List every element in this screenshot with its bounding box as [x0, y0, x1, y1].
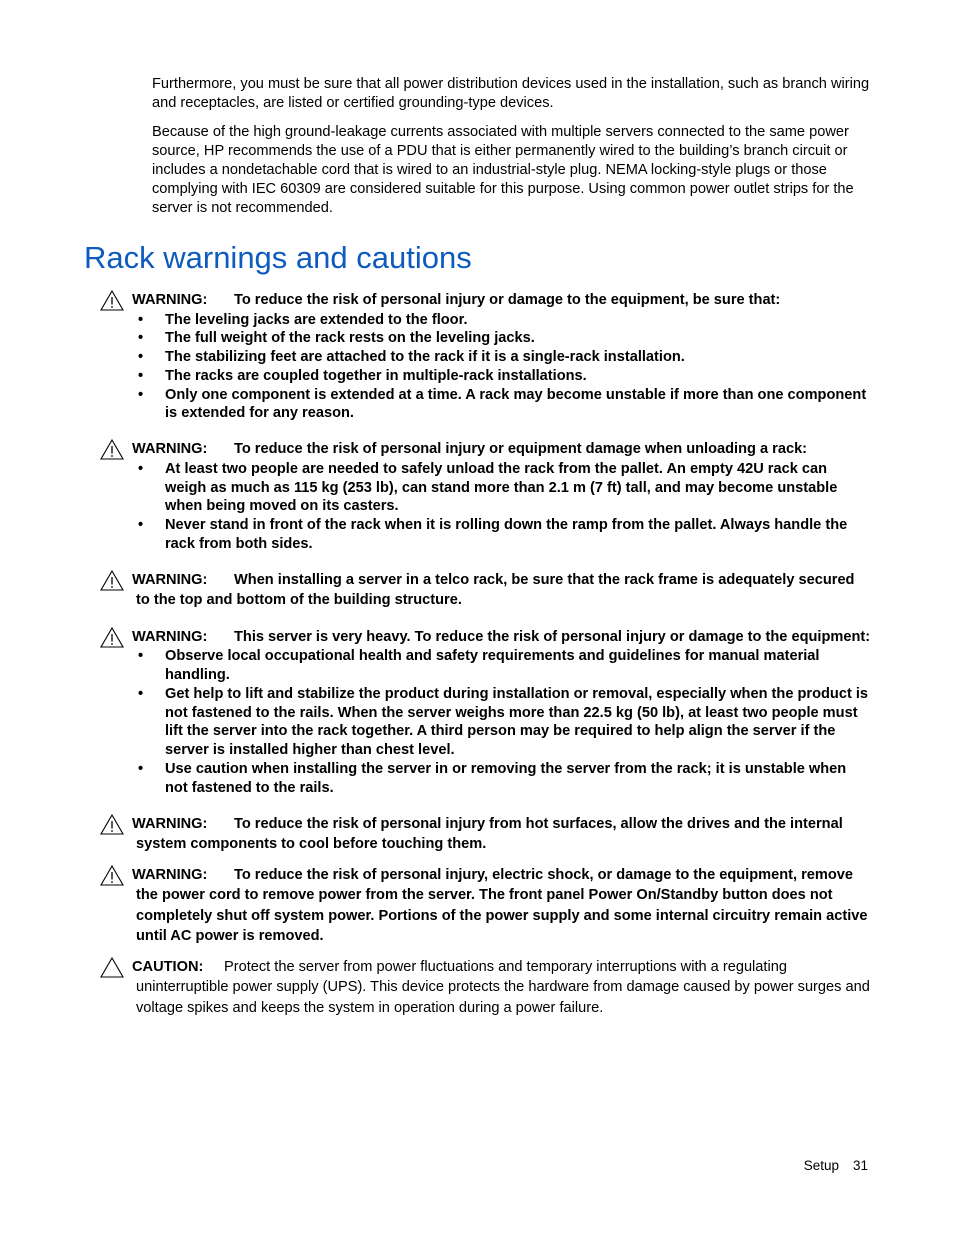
list-item: • The full weight of the rack rests on the leveling jacks.	[136, 329, 872, 348]
warning-notice-leveling	[100, 290, 872, 423]
warning-notice-unloading	[100, 439, 872, 553]
footer-section: Setup	[803, 1158, 839, 1173]
warning-triangle-icon	[100, 439, 124, 461]
intro-paragraph-1: Furthermore, you must be sure that all power distribution devices used in the installation, such as branch wiring and receptacles, are listed or certified grounding-type devices.	[152, 76, 870, 111]
notice-label: WARNING:	[132, 441, 208, 458]
notice-label: WARNING:	[132, 292, 208, 308]
warning-notice-telco	[100, 570, 872, 611]
list-item: • Get help to lift and stabilize the product during installation or removal, especially when the product is not fastened to the rails. When the server weighs more than 22.5 kg (50 lb), at least two people must lift the server into the rack together. A third person may be required to help align the server if the server is installed higher than chest level.	[136, 685, 872, 760]
bullet-list	[136, 311, 872, 424]
page-footer	[804, 1158, 868, 1173]
warning-triangle-icon	[100, 570, 124, 592]
intro-text	[152, 75, 872, 228]
notice-text: When installing a server in a telco rack, be sure that the rack frame is adequately secured to the top and bottom of the building structure.	[136, 571, 855, 609]
list-item: • At least two people are needed to safely unload the rack from the pallet. An empty 42U rack can weigh as much as 115 kg (253 lb), can stand more than 2.1 m (7 ft) tall, and may become unstable when being moved on its casters.	[136, 460, 872, 516]
notice-text: To reduce the risk of personal injury from hot surfaces, allow the drives and the internal system components to cool before touching them.	[136, 815, 843, 853]
caution-notice-ups	[100, 957, 872, 1019]
notice-label: WARNING:	[132, 628, 208, 645]
notice-text: This server is very heavy. To reduce the risk of personal injury or damage to the equipment:	[234, 628, 871, 645]
caution-triangle-icon	[100, 957, 124, 979]
notice-text: To reduce the risk of personal injury or damage to the equipment, be sure that:	[234, 292, 781, 308]
list-item: • The stabilizing feet are attached to the rack if it is a single-rack installation.	[136, 348, 872, 367]
bullet-list	[136, 460, 872, 554]
warning-notice-electric-shock	[100, 865, 872, 947]
list-item: • The leveling jacks are extended to the floor.	[136, 311, 872, 330]
notice-label: WARNING:	[132, 815, 208, 832]
notice-label: WARNING:	[132, 571, 208, 588]
notices-list	[100, 290, 872, 1034]
list-item: • Never stand in front of the rack when it is rolling down the ramp from the pallet. Always handle the rack from both sides.	[136, 516, 872, 554]
warning-triangle-icon	[100, 814, 124, 836]
page-number: 31	[852, 1158, 868, 1173]
bullet-list	[136, 647, 872, 797]
section-title: Rack warnings and cautions	[84, 240, 472, 275]
list-item: • Only one component is extended at a time. A rack may become unstable if more than one component is extended for any reason.	[136, 386, 872, 424]
warning-notice-hot-surfaces	[100, 814, 872, 855]
notice-label: CAUTION:	[132, 958, 204, 975]
notice-text: To reduce the risk of personal injury or equipment damage when unloading a rack:	[234, 441, 808, 458]
list-item: • Observe local occupational health and safety requirements and guidelines for manual material handling.	[136, 647, 872, 685]
warning-triangle-icon	[100, 627, 124, 649]
notice-text: To reduce the risk of personal injury, electric shock, or damage to the equipment, remove the power cord to remove power from the server. The front panel Power On/Standby button does not completely shut off system power. Portions of the power supply and some internal circuitry remain active until AC power is removed.	[136, 866, 868, 945]
notice-text: Protect the server from power fluctuations and temporary interruptions with a regulating uninterruptible power supply (UPS). This device protects the hardware from damage caused by power surges and voltage spikes and keeps the system in operation during a power failure.	[136, 958, 870, 1016]
notice-label: WARNING:	[132, 866, 208, 883]
list-item: • Use caution when installing the server in or removing the server from the rack; it is unstable when not fastened to the rails.	[136, 760, 872, 798]
warning-notice-heavy	[100, 627, 872, 798]
intro-paragraph-2: Because of the high ground-leakage currents associated with multiple servers connected to the same power source, HP recommends the use of a PDU that is either permanently wired to the building’s branch circuit or includes a nondetachable cord that is wired to an industrial-style plug. NEMA locking-style plugs or those complying with IEC 60309 are considered suitable for this purpose. Using common power outlet strips for the server is not recommended.	[152, 124, 854, 216]
warning-triangle-icon	[100, 290, 124, 312]
warning-triangle-icon	[100, 865, 124, 887]
list-item: • The racks are coupled together in multiple-rack installations.	[136, 367, 872, 386]
